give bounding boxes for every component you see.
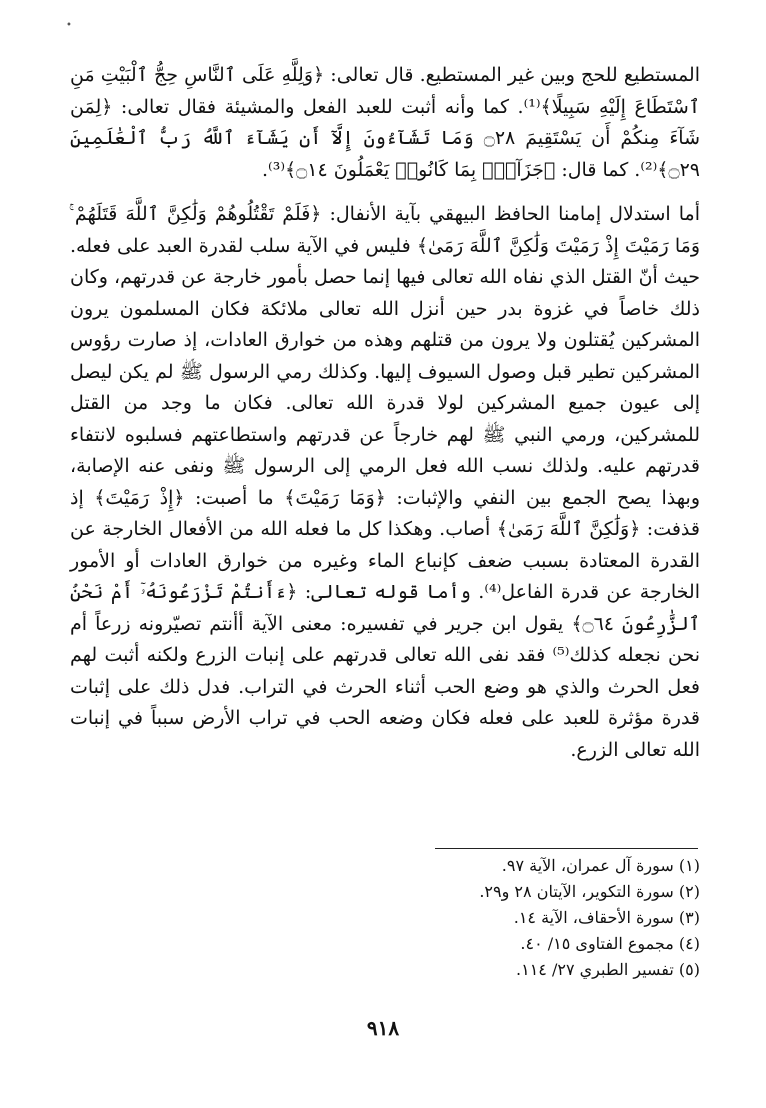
footnote-2: (٢) سورة التكوير، الآيتان ٢٨ و٢٩. xyxy=(479,882,700,901)
footnote-5: (٥) تفسير الطبري ٢٧/ ١١٤. xyxy=(516,960,700,979)
footnote-divider xyxy=(435,848,698,849)
footnote-3: (٣) سورة الأحقاف، الآية ١٤. xyxy=(513,908,700,927)
body-paragraph-2: أما استدلال إمامنا الحافظ البيهقي بآية الأنفال: ﴿فَلَمْ تَقْتُلُوهُمْ وَلَٰكِنَّ ٱللَّهَ قَتَلَهُمْ ۚ وَمَا رَمَيْتَ إِذْ رَمَيْتَ وَلَٰكِنَّ ٱللَّهَ رَمَىٰ﴾ فليس في الآية سلب لقدرة العبد على فعله. حيث أنّ القتل الذي نفاه الله تعالى فيها إنما حصل بأمور خارجة عن قدرتهم، وكان ذلك خاصاً في غزوة بدر حين أنزل الله تعالى ملائكة فكان المسلمون يرون المشركين يُقتلون ولا يرون من قتلهم وهذه من خوارق العادات، إذ صارت رؤوس المشركين تطير قبل وصول السيوف إليها. وكذلك رمي الرسول ﷺ لم يكن ليصل إلى عيون جميع المشركين لولا قدرة الله تعالى. فكان ما وجد من القتل للمشركين، ورمي النبي ﷺ لهم خارجاً عن قدرتهم واستطاعتهم فسلبوه لانتفاء قدرتهم عليه. ولذلك نسب الله فعل الرمي إلى الرسول ﷺ ونفى عنه الإصابة، وبهذا يصح الجمع بين النفي والإثبات: ﴿وَمَا رَمَيْتَ﴾ ما أصبت: ﴿إِذْ رَمَيْتَ﴾ إذ قذفت: ﴿وَلَٰكِنَّ ٱللَّهَ رَمَىٰ﴾ أصاب. وهكذا كل ما فعله الله من الأفعال الخارجة عن القدرة المعتادة بسبب ضعف كإنباع الماء وغيره من خوارق العادات أو الأمور الخارجة عن قدرة الفاعل⁽⁴⁾. وأما قوله تعالى: ﴿ءَأَنتُمْ تَزْرَعُونَهُۥٓ أَمْ نَحْنُ ٱلزَّٰرِعُونَ ۝٦٤﴾ يقول ابن جرير في تفسيره: معنى الآية أأنتم تصيّرونه زرعاً أم نحن نجعله كذلك⁽⁵⁾ فقد نفى الله تعالى قدرتهم على إنبات الزرع ولكنه أثبت لهم فعل الحرث والذي هو وضع الحب أثناء الحرث في التراب. فدل ذلك على إثبات قدرة مؤثرة للعبد على فعله فكان وضعه الحب في تراب الأرض سبباً في إنبات الله تعالى الزرع. xyxy=(70,203,700,761)
footnote-4: (٤) مجموع الفتاوى ١٥/ ٤٠. xyxy=(520,934,700,953)
footnotes xyxy=(380,853,700,983)
page-number: ٩١٨ xyxy=(366,1016,400,1040)
scan-mark: • xyxy=(66,20,72,31)
body-paragraph-1: المستطيع للحج وبين غير المستطيع. قال تعالى: ﴿وَلِلَّهِ عَلَى ٱلنَّاسِ حِجُّ ٱلْبَيْتِ مَنِ ٱسْتَطَاعَ إِلَيْهِ سَبِيلًا﴾⁽¹⁾. كما وأنه أثبت للعبد الفعل والمشيئة فقال تعالى: ﴿لِمَن شَآءَ مِنكُمْ أَن يَسْتَقِيمَ ۝٢٨ وَمَا تَشَآءُونَ إِلَّآ أَن يَشَآءَ ٱللَّهُ رَبُّ ٱلْعَٰلَمِينَ ۝٢٩﴾⁽²⁾. كما قال: ﴿جَزَآءًۢ بِمَا كَانُوا۟ يَعْمَلُونَ ۝١٤﴾⁽³⁾. xyxy=(70,64,700,181)
page-body xyxy=(70,60,700,766)
footnote-1: (١) سورة آل عمران، الآية ٩٧. xyxy=(501,856,700,875)
